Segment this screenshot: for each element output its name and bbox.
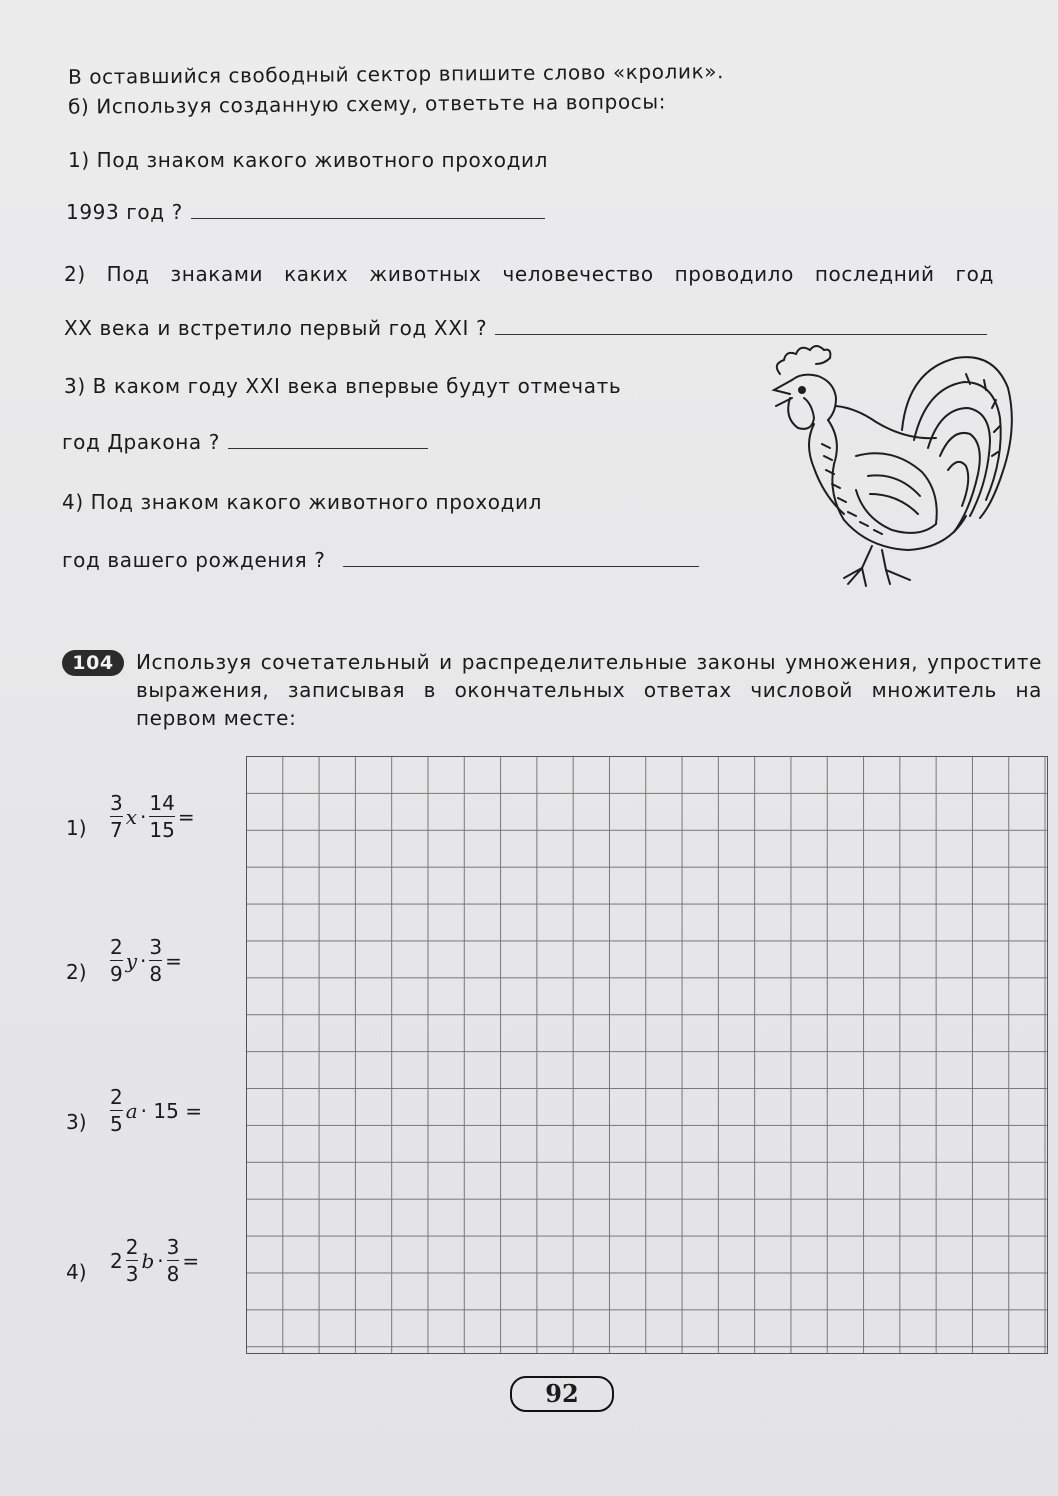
denominator: 9 [110,962,123,986]
question-4-line [62,548,699,572]
answer-4-blank[interactable] [343,565,699,567]
equals-sign: = [177,804,195,829]
question-4-text: 4) Под знаком какого животного проходил [62,490,543,514]
answer-grid[interactable] [246,756,1048,1354]
expression [110,1086,202,1135]
equals-sign: = [182,1248,200,1273]
question-2-line [64,316,987,340]
operator: · [140,948,147,973]
fraction [167,1236,180,1285]
equals-sign: = [165,948,182,973]
rooster-illustration [752,344,1022,590]
question-3-tail: год Дракона ? [62,430,220,454]
variable: a [125,1098,138,1123]
fraction [110,792,123,841]
expression-tail: · 15 = [140,1098,202,1123]
numerator: 2 [125,1235,139,1259]
task-instruction: Используя сочетательный и распределительные законы умножения, упростите выражения, записывая в окончательных ответах числовой множитель на первом месте: [136,650,1042,730]
question-2-text [64,262,1026,286]
whole-part: 2 [110,1248,123,1273]
variable: b [141,1248,155,1273]
page-number: 92 [510,1376,614,1412]
answer-2-blank[interactable] [495,333,987,335]
numerator: 3 [166,1235,180,1259]
question-1-year: 1993 год ? [66,200,183,224]
task-104 [62,648,1042,732]
fraction [110,1086,123,1135]
variable: x [125,804,138,829]
denominator: 15 [149,818,175,842]
expression [110,792,195,841]
fraction [149,792,174,841]
answer-3-blank[interactable] [228,447,428,449]
expression [110,936,182,985]
fraction [110,936,123,985]
expression [110,1236,199,1285]
question-3-text: 3) В каком году XXI века впервые будут отмечать [64,374,622,398]
denominator: 8 [166,1262,180,1286]
question-2-label: 2) Под знаками каких животных человечество проводило последний год [64,262,994,286]
exercise-label: 1) [66,816,87,840]
exercise-label: 4) [66,1260,87,1284]
denominator: 5 [110,1112,123,1136]
denominator: 3 [125,1262,139,1286]
task-number-badge: 104 [62,650,124,676]
question-1-text: 1) Под знаком какого животного проходил [68,148,549,172]
fraction [126,1236,139,1285]
numerator: 3 [149,935,163,959]
exercise-label: 3) [66,1110,87,1134]
operator: · [157,1248,164,1273]
numerator: 2 [110,1085,123,1109]
instruction-line: б) Используя созданную схему, ответьте на вопросы: [67,89,667,119]
numerator: 3 [110,791,123,815]
fraction [149,936,162,985]
question-2-tail: XX века и встретило первый год XXI ? [64,316,488,340]
answer-1-blank[interactable] [191,217,545,219]
variable: y [125,948,138,973]
operator: · [140,804,147,829]
question-3-line [62,430,428,454]
denominator: 8 [149,962,163,986]
intro-line: В оставшийся свободный сектор впишите слово «кролик». [67,59,725,89]
numerator: 2 [110,935,123,959]
question-4-tail: год вашего рождения ? [62,548,326,572]
numerator: 14 [149,791,175,815]
exercise-label: 2) [66,960,87,984]
denominator: 7 [110,818,123,842]
question-1-line [66,200,545,224]
